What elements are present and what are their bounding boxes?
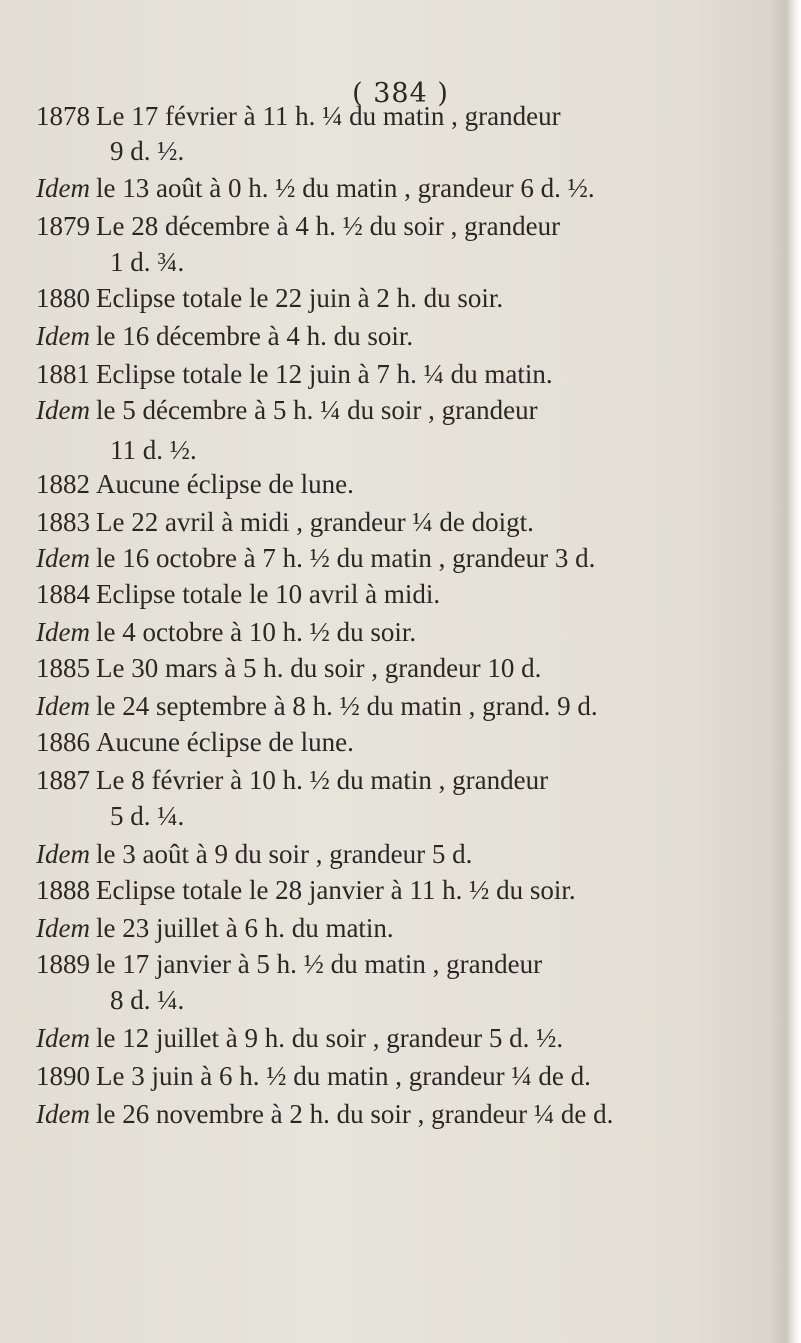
year-label: 1890 — [36, 1061, 90, 1091]
year-label: 1882 — [36, 469, 90, 499]
entry-line — [36, 760, 548, 800]
entry-line — [36, 1056, 591, 1096]
entry-line — [36, 390, 538, 430]
idem-label: Idem — [36, 1099, 90, 1129]
idem-label: Idem — [36, 1023, 90, 1053]
entry-text: Aucune éclipse de lune. — [96, 727, 354, 757]
entry-text: Le 28 décembre à 4 h. ½ du soir , grandeur — [96, 211, 561, 241]
entry-text: 8 d. ¼. — [110, 985, 185, 1015]
year-label: 1881 — [36, 359, 90, 389]
year-label: 1889 — [36, 949, 90, 979]
year-label: 1887 — [36, 765, 90, 795]
entry-line — [36, 206, 560, 246]
entry-line — [36, 538, 595, 578]
entry-text: Eclipse totale le 22 juin à 2 h. du soir. — [96, 283, 504, 313]
page-edge — [787, 0, 801, 1343]
entry-text: Aucune éclipse de lune. — [96, 469, 354, 499]
year-label: 1883 — [36, 507, 90, 537]
page-number: ( 384 ) — [352, 78, 449, 109]
entry-line — [36, 612, 416, 652]
entry-line — [110, 242, 184, 282]
entry-text: Le 8 février à 10 h. ½ du matin , grandeur — [96, 765, 549, 795]
entry-text: 5 d. ¼. — [110, 801, 185, 831]
entry-text: le 26 novembre à 2 h. du soir , grandeur ¼ de d. — [95, 1099, 614, 1129]
idem-label: Idem — [36, 839, 90, 869]
entry-line — [36, 944, 542, 984]
entry-text: 9 d. ½. — [110, 136, 185, 166]
entry-line — [110, 980, 184, 1020]
entry-text: Le 3 juin à 6 h. ½ du matin , grandeur ¼ de d. — [96, 1061, 591, 1091]
entry-line — [36, 354, 553, 394]
entry-text: le 12 juillet à 9 h. du soir , grandeur 5 d. ½. — [95, 1023, 564, 1053]
entry-text: le 23 juillet à 6 h. du matin. — [95, 913, 394, 943]
entry-text: Le 17 février à 11 h. ¼ du matin , grandeur — [96, 101, 561, 131]
idem-label: Idem — [36, 691, 90, 721]
entry-text: le 3 août à 9 du soir , grandeur 5 d. — [95, 839, 473, 869]
entry-line — [36, 574, 440, 614]
entry-text: le 5 décembre à 5 h. ¼ du soir , grandeur — [95, 395, 538, 425]
entry-text: Le 30 mars à 5 h. du soir , grandeur 10 d. — [96, 653, 542, 683]
idem-label: Idem — [36, 617, 90, 647]
year-label: 1878 — [36, 101, 90, 131]
entry-line — [36, 870, 576, 910]
entry-text: Eclipse totale le 10 avril à midi. — [96, 579, 441, 609]
entry-text: le 16 octobre à 7 h. ½ du matin , grandeur 3 d. — [95, 543, 596, 573]
entry-text: le 17 janvier à 5 h. ½ du matin , grandeur — [96, 949, 543, 979]
entry-line — [36, 648, 541, 688]
entry-text: le 4 octobre à 10 h. ½ du soir. — [95, 617, 417, 647]
entry-line — [36, 1094, 613, 1134]
entry-line — [36, 834, 472, 874]
entry-line — [36, 722, 354, 762]
entry-text: 11 d. ½. — [110, 435, 197, 465]
entry-line — [110, 796, 184, 836]
idem-label: Idem — [36, 395, 90, 425]
entry-line — [36, 96, 561, 136]
entry-line — [36, 278, 503, 318]
year-label: 1888 — [36, 875, 90, 905]
year-label: 1879 — [36, 211, 90, 241]
entry-text: le 24 septembre à 8 h. ½ du matin , grand. 9 d. — [95, 691, 598, 721]
entry-line — [36, 502, 534, 542]
entry-text: Le 22 avril à midi , grandeur ¼ de doigt. — [96, 507, 534, 537]
entry-line — [36, 1018, 563, 1058]
entry-line — [36, 908, 394, 948]
entry-text: 1 d. ¾. — [110, 247, 185, 277]
year-label: 1886 — [36, 727, 90, 757]
entry-line — [110, 131, 184, 171]
entry-line — [36, 168, 595, 208]
entry-text: le 16 décembre à 4 h. du soir. — [95, 321, 414, 351]
entry-text: Eclipse totale le 28 janvier à 11 h. ½ du soir. — [96, 875, 576, 905]
idem-label: Idem — [36, 543, 90, 573]
idem-label: Idem — [36, 173, 90, 203]
entry-text: le 13 août à 0 h. ½ du matin , grandeur 6 d. ½. — [95, 173, 595, 203]
entry-line — [36, 316, 413, 356]
year-label: 1880 — [36, 283, 90, 313]
idem-label: Idem — [36, 321, 90, 351]
idem-label: Idem — [36, 913, 90, 943]
entry-line — [36, 464, 354, 504]
year-label: 1884 — [36, 579, 90, 609]
entry-text: Eclipse totale le 12 juin à 7 h. ¼ du matin. — [96, 359, 553, 389]
entry-line — [36, 686, 598, 726]
year-label: 1885 — [36, 653, 90, 683]
